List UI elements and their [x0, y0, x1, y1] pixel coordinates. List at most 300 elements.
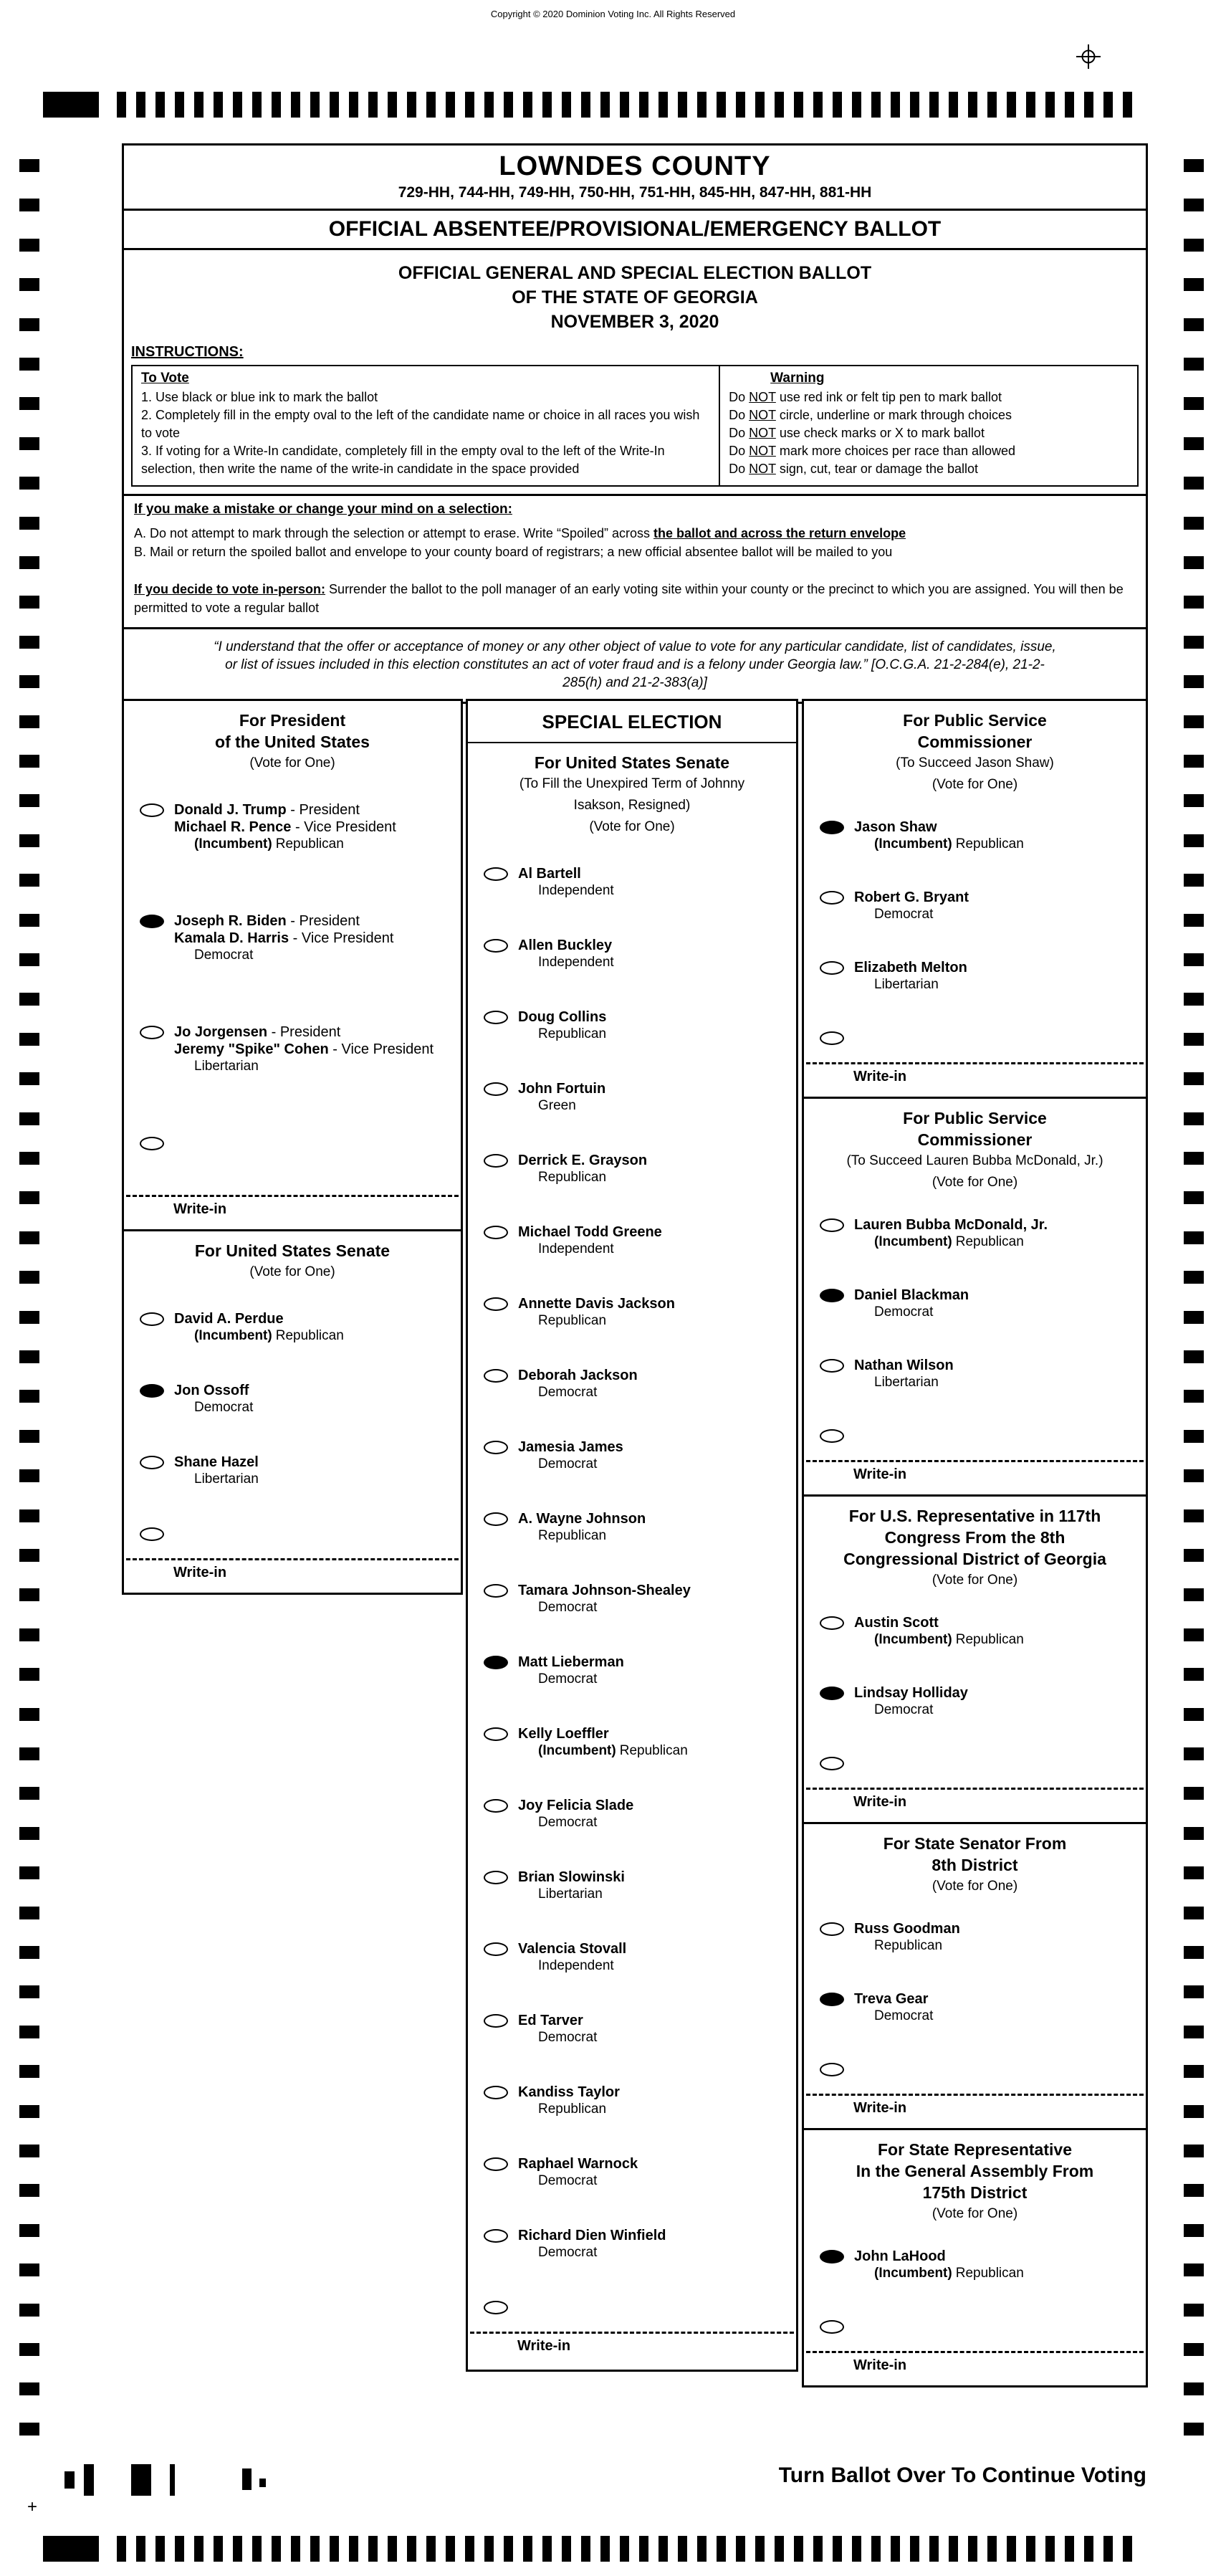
- candidate-party-line: [874, 1937, 960, 1955]
- to-vote-box: [133, 366, 720, 485]
- candidate-row: [468, 1287, 796, 1358]
- candidate-row: [124, 904, 461, 1015]
- warning-item-text: sign, cut, tear or damage the ballot: [775, 462, 979, 476]
- candidate-row: [468, 1072, 796, 1143]
- write-in-area: [806, 2094, 1144, 2128]
- candidate-name-line: [854, 2248, 1024, 2265]
- contest-title-line: Commissioner: [917, 733, 1033, 751]
- candidate-row: [124, 1373, 461, 1445]
- write-in-oval[interactable]: [820, 1757, 844, 1770]
- party-label: Independent: [538, 955, 614, 970]
- contest-subtitle-line: (To Succeed Lauren Bubba McDonald, Jr.): [846, 1153, 1103, 1168]
- ballot-oval[interactable]: [484, 1226, 508, 1239]
- timing-mark: [252, 2536, 262, 2562]
- candidate-name-line: [518, 1080, 605, 1097]
- timing-mark: [523, 92, 532, 118]
- timing-mark: [117, 92, 126, 118]
- contest-subtitle-line: (Vote for One): [249, 1264, 335, 1279]
- timing-mark: [1184, 1033, 1204, 1046]
- to-vote-item: 3. If voting for a Write-In candidate, completely fill in the empty oval to the left of the Write-In selection, then write the name of the write-in candidate in the space provided: [141, 444, 665, 476]
- running-mate-name: Jeremy "Spike" Cohen: [174, 1041, 329, 1057]
- timing-mark: [19, 1668, 39, 1681]
- timing-mark: [194, 2536, 203, 2562]
- write-in-oval[interactable]: [820, 2320, 844, 2334]
- candidate-text: [174, 912, 393, 964]
- candidate-name-line: [854, 1357, 954, 1374]
- party-label: Libertarian: [874, 1375, 939, 1390]
- warning-item-not: NOT: [749, 408, 776, 422]
- warning-item-text: Do: [729, 444, 750, 458]
- ballot-oval[interactable]: [140, 1384, 164, 1398]
- ballot-oval[interactable]: [140, 1026, 164, 1039]
- timing-mark: [19, 1191, 39, 1204]
- ballot-oval[interactable]: [140, 803, 164, 817]
- candidate-party-line: [538, 882, 614, 900]
- timing-mark: [19, 1072, 39, 1085]
- candidate-party-line: [538, 1384, 638, 1401]
- party-label: Republican: [955, 1234, 1024, 1249]
- write-in-oval-row: [804, 1746, 1146, 1788]
- candidate-row: [804, 1208, 1146, 1278]
- candidate-party-line: [538, 2172, 638, 2190]
- timing-mark: [1007, 92, 1016, 118]
- election-title-line-2: OF THE STATE OF GEORGIA: [512, 287, 758, 307]
- candidate-row: [468, 1717, 796, 1788]
- ballot-oval[interactable]: [484, 2229, 508, 2243]
- timing-mark: [19, 2263, 39, 2276]
- timing-mark: [175, 92, 184, 118]
- ballot-oval[interactable]: [140, 1456, 164, 1469]
- candidate-text: [854, 959, 967, 993]
- ballot-type-title: OFFICIAL ABSENTEE/PROVISIONAL/EMERGENCY BALLOT: [124, 211, 1146, 250]
- timing-mark: [1184, 2343, 1204, 2356]
- timing-mark: [19, 2065, 39, 2078]
- timing-mark: [1184, 1985, 1204, 1998]
- ballot-oval[interactable]: [484, 1154, 508, 1168]
- contest-title-line: For State Representative: [878, 2140, 1072, 2159]
- timing-mark: [813, 92, 823, 118]
- candidate-party-line: [538, 1097, 605, 1115]
- ballot-oval[interactable]: [140, 1312, 164, 1326]
- timing-mark: [1045, 92, 1055, 118]
- timing-mark: [19, 1430, 39, 1443]
- warning-item: [729, 460, 1129, 478]
- warning-item-not: NOT: [749, 426, 776, 440]
- write-in-area: [470, 2332, 794, 2366]
- party-label: Libertarian: [194, 1059, 259, 1074]
- candidate-name: John Fortuin: [518, 1081, 606, 1097]
- timing-mark: [1084, 92, 1093, 118]
- ballot-oval[interactable]: [484, 1656, 508, 1669]
- timing-mark: [987, 92, 997, 118]
- write-in-oval[interactable]: [820, 1031, 844, 1045]
- candidate-name-line: [518, 2155, 638, 2172]
- warning-item-text: use check marks or X to mark ballot: [775, 426, 985, 440]
- timing-mark: [19, 1549, 39, 1562]
- timing-mark: [446, 92, 455, 118]
- timing-mark: [349, 2536, 358, 2562]
- timing-mark: [1045, 2536, 1055, 2562]
- candidate-name: Joy Felicia Slade: [518, 1798, 634, 1813]
- timing-mark: [175, 2536, 184, 2562]
- ballot-oval[interactable]: [820, 1687, 844, 1700]
- timing-mark: [330, 2536, 339, 2562]
- candidate-name-line: [174, 1024, 434, 1041]
- warning-item-text: Do: [729, 390, 750, 404]
- running-mate-name: Kamala D. Harris: [174, 930, 289, 946]
- write-in-oval-row: [124, 1517, 461, 1558]
- candidate-row: [124, 1302, 461, 1373]
- timing-mark: [19, 1469, 39, 1482]
- candidate-name-line: [518, 1510, 646, 1527]
- timing-mark: [484, 2536, 494, 2562]
- timing-mark: [1184, 1708, 1204, 1721]
- timing-mark: [678, 92, 687, 118]
- candidate-name: Lindsay Holliday: [854, 1685, 968, 1701]
- timing-mark: [1184, 1430, 1204, 1443]
- candidate-party-line: [538, 1456, 623, 1473]
- contest-subtitle-line: (Vote for One): [932, 2206, 1018, 2221]
- warning-item-text: circle, underline or mark through choices: [775, 408, 1012, 422]
- party-label: Republican: [275, 1328, 344, 1343]
- candidate-role: - President: [286, 913, 360, 929]
- candidate-text: [518, 1295, 675, 1330]
- timing-mark: [1184, 2263, 1204, 2276]
- candidate-role: - President: [267, 1024, 341, 1040]
- candidate-row: [468, 2147, 796, 2218]
- timing-mark: [19, 1390, 39, 1403]
- candidate-text: [854, 1990, 933, 2025]
- write-in-area: [806, 2351, 1144, 2385]
- candidate-party-line: [194, 1058, 434, 1075]
- candidate-name: Jon Ossoff: [174, 1383, 249, 1398]
- timing-mark: [19, 517, 39, 530]
- timing-mark: [1184, 477, 1204, 490]
- timing-mark: [755, 92, 765, 118]
- party-label: Democrat: [194, 1400, 254, 1415]
- county-header: [124, 146, 1146, 211]
- timing-mark: [1184, 1350, 1204, 1363]
- timing-mark: [1184, 636, 1204, 649]
- incumbent-label: (Incumbent): [874, 2266, 952, 2281]
- running-mate-line: [174, 930, 393, 947]
- ballot-oval[interactable]: [484, 939, 508, 953]
- timing-mark: [1065, 2536, 1074, 2562]
- timing-mark: [1184, 2382, 1204, 2395]
- warning-item: [729, 388, 1129, 406]
- timing-mark: [1184, 874, 1204, 887]
- candidate-name-line: [854, 1990, 933, 2008]
- candidate-name-line: [854, 959, 967, 976]
- timing-mark: [233, 2536, 242, 2562]
- candidate-name: A. Wayne Johnson: [518, 1511, 646, 1527]
- contest-header: [804, 2130, 1146, 2225]
- contest-title-line: For United States Senate: [534, 753, 730, 772]
- candidate-name-line: [854, 819, 1024, 836]
- write-in-label: Write-in: [853, 1466, 907, 1482]
- timing-mark: [1184, 993, 1204, 1006]
- candidate-party-line: [874, 1631, 1024, 1649]
- candidate-name-line: [518, 1725, 688, 1742]
- timing-mark: [891, 2536, 900, 2562]
- timing-mark: [542, 92, 552, 118]
- ballot-oval[interactable]: [820, 2250, 844, 2263]
- timing-mark: [19, 1350, 39, 1363]
- timing-mark: [1123, 2536, 1132, 2562]
- ballot-oval[interactable]: [820, 1289, 844, 1302]
- timing-mark: [214, 2536, 223, 2562]
- candidate-name-line: [518, 1223, 662, 1241]
- ballot-oval[interactable]: [820, 1359, 844, 1373]
- ballot-oval[interactable]: [140, 915, 164, 928]
- timing-mark: [19, 1311, 39, 1324]
- timing-mark: [214, 92, 223, 118]
- ballot-oval[interactable]: [484, 867, 508, 881]
- timing-mark: [1184, 199, 1204, 211]
- candidate-party-line: [874, 1702, 968, 1719]
- ballot-oval[interactable]: [484, 1369, 508, 1383]
- timing-mark: [155, 2536, 165, 2562]
- party-label: Democrat: [538, 1385, 598, 1400]
- timing-mark: [19, 477, 39, 490]
- mistake-step-a-emphasis: the ballot and across the return envelope: [653, 526, 906, 540]
- candidate-row: [468, 2218, 796, 2290]
- candidate-name: Shane Hazel: [174, 1454, 259, 1470]
- ballot-oval[interactable]: [484, 1871, 508, 1884]
- timing-mark: [19, 834, 39, 847]
- candidate-party-line: [874, 2008, 933, 2025]
- timing-mark: [542, 2536, 552, 2562]
- candidate-name: Al Bartell: [518, 866, 581, 882]
- timing-mark: [600, 92, 610, 118]
- ballot-oval[interactable]: [484, 1584, 508, 1598]
- candidate-name-line: [174, 801, 396, 819]
- ballot-oval[interactable]: [820, 1922, 844, 1936]
- timing-mark: [19, 1033, 39, 1046]
- contest-title-line: 175th District: [922, 2183, 1028, 2202]
- timing-mark: [310, 92, 320, 118]
- timing-mark: [170, 2464, 175, 2496]
- party-label: Democrat: [874, 2008, 934, 2023]
- party-label: Democrat: [874, 907, 934, 922]
- timing-mark: [388, 92, 397, 118]
- timing-mark: [272, 2536, 281, 2562]
- candidate-name: Derrick E. Grayson: [518, 1153, 648, 1168]
- ballot-oval[interactable]: [820, 1993, 844, 2006]
- timing-mark: [504, 92, 513, 118]
- timing-mark: [1184, 556, 1204, 569]
- write-in-oval[interactable]: [820, 1429, 844, 1443]
- timing-mark: [19, 636, 39, 649]
- write-in-oval[interactable]: [820, 2063, 844, 2076]
- timing-mark: [1184, 834, 1204, 847]
- timing-mark: [639, 92, 648, 118]
- candidate-party-line: [538, 1241, 662, 1258]
- candidate-name: Donald J. Trump: [174, 802, 287, 818]
- party-label: Republican: [275, 836, 344, 851]
- contest-title-line: Commissioner: [917, 1130, 1033, 1149]
- timing-mark: [19, 2224, 39, 2237]
- warning-item-text: Do: [729, 462, 750, 476]
- party-label: Independent: [538, 883, 614, 898]
- candidate-name: Doug Collins: [518, 1009, 607, 1025]
- candidate-name: Allen Buckley: [518, 938, 613, 953]
- contest: [124, 701, 461, 1229]
- candidate-row: [468, 1573, 796, 1645]
- timing-mark: [233, 92, 242, 118]
- warning-item-text: Do: [729, 426, 750, 440]
- timing-mark: [987, 2536, 997, 2562]
- candidate-text: [518, 2012, 597, 2046]
- turn-over-note: Turn Ballot Over To Continue Voting: [778, 2463, 1146, 2487]
- candidate-name-line: [518, 1152, 647, 1169]
- ballot-oval[interactable]: [484, 1942, 508, 1956]
- timing-mark: [1103, 2536, 1113, 2562]
- timing-mark: [659, 2536, 668, 2562]
- write-in-oval[interactable]: [140, 1137, 164, 1150]
- contest-title-line: For United States Senate: [194, 1241, 391, 1260]
- ballot-oval[interactable]: [484, 1799, 508, 1813]
- contest-subtitle-line: (Vote for One): [249, 755, 335, 771]
- ballot-oval[interactable]: [484, 1441, 508, 1454]
- candidate-party-line: [538, 1312, 675, 1330]
- candidate-row: [468, 1645, 796, 1717]
- timing-mark: [1184, 1311, 1204, 1324]
- ballot-oval[interactable]: [484, 2086, 508, 2099]
- warning-item: [729, 442, 1129, 460]
- candidate-name: Daniel Blackman: [854, 1287, 969, 1303]
- contest-header: [468, 743, 796, 838]
- candidate-name-line: [518, 1008, 606, 1026]
- ballot-header: [122, 143, 1148, 704]
- timing-mark: [1184, 1152, 1204, 1165]
- timing-mark: [1184, 358, 1204, 371]
- party-label: Democrat: [538, 1815, 598, 1830]
- ballot-oval[interactable]: [484, 2014, 508, 2028]
- timing-mark: [968, 2536, 977, 2562]
- to-vote-item: 1. Use black or blue ink to mark the ballot: [141, 390, 378, 404]
- candidate-party-line: [538, 1671, 624, 1688]
- ballot-oval[interactable]: [484, 2157, 508, 2171]
- timing-mark: [833, 2536, 842, 2562]
- candidate-name: Ed Tarver: [518, 2013, 583, 2028]
- ballot-oval[interactable]: [820, 1616, 844, 1630]
- election-title-line-1: OFFICIAL GENERAL AND SPECIAL ELECTION BALLOT: [398, 263, 872, 283]
- candidate-text: [518, 1223, 662, 1258]
- contest: [804, 1822, 1146, 2128]
- running-mate-role: - Vice President: [291, 819, 396, 835]
- timing-mark: [407, 2536, 416, 2562]
- candidate-name-line: [518, 2012, 597, 2029]
- timing-mark: [1184, 1827, 1204, 1840]
- contest: [804, 1097, 1146, 1494]
- timing-mark: [1184, 159, 1204, 172]
- timing-mark: [19, 358, 39, 371]
- timing-mark: [465, 2536, 474, 2562]
- contest-header: [804, 1824, 1146, 1897]
- timing-mark: [1184, 1191, 1204, 1204]
- candidate-name: John LaHood: [854, 2248, 946, 2264]
- timing-mark: [1184, 437, 1204, 450]
- candidate-row: [468, 1000, 796, 1072]
- ballot-oval[interactable]: [820, 821, 844, 834]
- contest-title-line: For Public Service: [903, 711, 1047, 730]
- ballot-oval[interactable]: [484, 1512, 508, 1526]
- write-in-area: [806, 1788, 1144, 1822]
- mistake-step-a: [134, 524, 1136, 543]
- timing-mark: [19, 239, 39, 252]
- timing-mark: [368, 92, 378, 118]
- ballot-oval[interactable]: [820, 1218, 844, 1232]
- timing-mark: [19, 1231, 39, 1244]
- candidate-name: David A. Perdue: [174, 1311, 284, 1327]
- timing-mark: [19, 2145, 39, 2157]
- write-in-area: [126, 1558, 459, 1593]
- timing-mark: [19, 1747, 39, 1760]
- party-label: Democrat: [538, 1456, 598, 1471]
- running-mate-line: [174, 819, 396, 836]
- timing-mark: [891, 92, 900, 118]
- timing-mark: [84, 2464, 94, 2496]
- ballot-oval[interactable]: [484, 1727, 508, 1741]
- timing-mark: [19, 2105, 39, 2118]
- write-in-oval[interactable]: [484, 2301, 508, 2314]
- candidate-name-line: [854, 1216, 1048, 1234]
- timing-mark: [19, 2184, 39, 2197]
- party-label: Libertarian: [874, 977, 939, 992]
- timing-mark: [1184, 2184, 1204, 2197]
- write-in-oval[interactable]: [140, 1527, 164, 1541]
- party-label: Democrat: [194, 948, 254, 963]
- instructions-boxes: [131, 365, 1139, 487]
- to-vote-item: 2. Completely fill in the empty oval to the left of the candidate name or choice in all races you wish to vote: [141, 408, 700, 440]
- party-label: Green: [538, 1098, 576, 1113]
- party-label: Libertarian: [538, 1886, 603, 1902]
- timing-mark: [929, 2536, 939, 2562]
- contest-header: [124, 1231, 461, 1283]
- candidate-text: [174, 1382, 253, 1416]
- candidate-party-line: [538, 1957, 626, 1975]
- warning-item-not: NOT: [749, 444, 776, 458]
- candidate-text: [854, 1614, 1024, 1649]
- timing-mark: [794, 2536, 803, 2562]
- ballot-oval[interactable]: [820, 891, 844, 905]
- ballot-oval[interactable]: [820, 961, 844, 975]
- warning-item-text: use red ink or felt tip pen to mark ballot: [775, 390, 1002, 404]
- write-in-label: Write-in: [853, 1794, 907, 1810]
- timing-mark: [871, 2536, 881, 2562]
- candidate-row: [468, 857, 796, 928]
- incumbent-label: (Incumbent): [874, 1234, 952, 1249]
- ballot-oval[interactable]: [484, 1082, 508, 1096]
- party-label: Republican: [538, 1026, 607, 1041]
- contest-title-line: For State Senator From: [883, 1834, 1067, 1853]
- write-in-area: [806, 1460, 1144, 1494]
- timing-mark: [1184, 1072, 1204, 1085]
- candidate-name-line: [518, 1869, 625, 1886]
- contest-subtitle-line: (Vote for One): [932, 1879, 1018, 1894]
- timing-mark: [1184, 914, 1204, 927]
- precinct-list: 729-HH, 744-HH, 749-HH, 750-HH, 751-HH, 845-HH, 847-HH, 881-HH: [398, 184, 872, 201]
- candidate-name: Kandiss Taylor: [518, 2084, 620, 2100]
- ballot-column-2: [466, 699, 798, 2372]
- ballot-oval[interactable]: [484, 1297, 508, 1311]
- timing-mark: [1026, 92, 1035, 118]
- candidate-row: [124, 1445, 461, 1517]
- timing-mark: [19, 2304, 39, 2317]
- ballot-oval[interactable]: [484, 1011, 508, 1024]
- contest: [468, 743, 796, 2366]
